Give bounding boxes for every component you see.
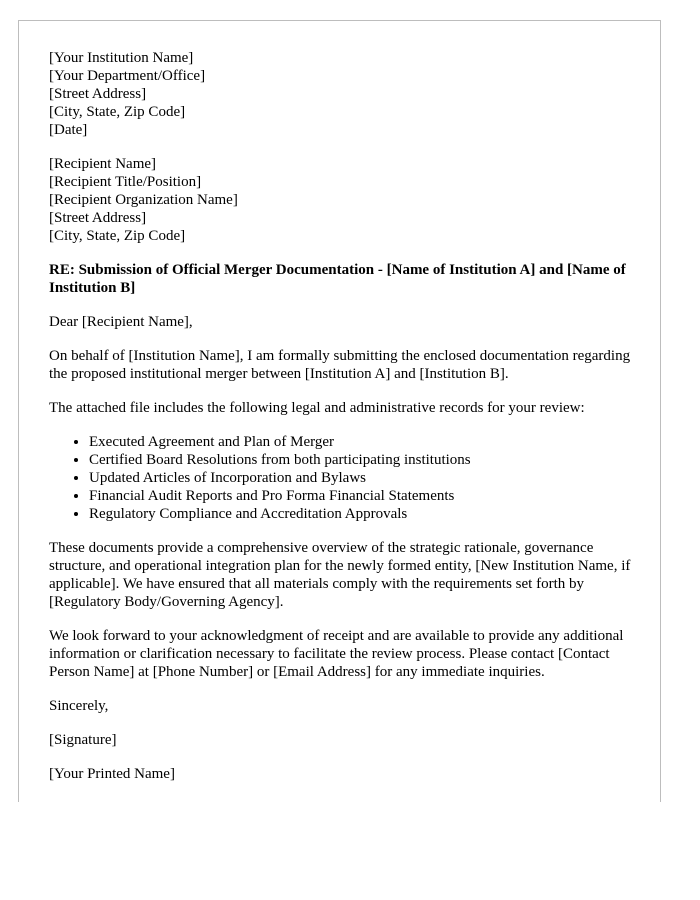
records-list xyxy=(49,433,634,523)
attached-paragraph: The attached file includes the following legal and administrative records for your review: xyxy=(49,400,585,416)
recipient-organization: [Recipient Organization Name] xyxy=(49,192,238,208)
complimentary-close: Sincerely, xyxy=(49,698,109,714)
printed-name: [Your Printed Name] xyxy=(49,766,175,782)
overview-paragraph: These documents provide a comprehensive overview of the strategic rationale, governance structure, and operational integration plan for the newly formed entity, [New Institution Name, if applicable]. We have ensured that all materials comply with the requirements set forth by [Regulatory Body/Governing Agency]. xyxy=(49,540,631,610)
recipient-address xyxy=(49,155,634,245)
signature: [Signature] xyxy=(49,732,117,748)
subject-line: RE: Submission of Official Merger Documentation - [Name of Institution A] and [Name of Institution B] xyxy=(49,262,626,296)
sender-street: [Street Address] xyxy=(49,86,147,102)
intro-paragraph: On behalf of [Institution Name], I am formally submitting the enclosed documentation regarding the proposed institutional merger between [Institution A] and [Institution B]. xyxy=(49,348,631,382)
sender-address xyxy=(49,49,634,139)
list-item: • Certified Board Resolutions from both participating institutions xyxy=(89,451,634,469)
list-item: • Financial Audit Reports and Pro Forma Financial Statements xyxy=(89,487,634,505)
list-item: • Regulatory Compliance and Accreditation Approvals xyxy=(89,505,634,523)
sender-city: [City, State, Zip Code] xyxy=(49,104,186,120)
letter-page xyxy=(18,20,661,802)
sender-department: [Your Department/Office] xyxy=(49,68,206,84)
letter-date: [Date] xyxy=(49,122,88,138)
sender-institution: [Your Institution Name] xyxy=(49,50,194,66)
list-item: • Executed Agreement and Plan of Merger xyxy=(89,433,634,451)
letter-content xyxy=(49,49,634,783)
list-item: • Updated Articles of Incorporation and Bylaws xyxy=(89,469,634,487)
closing-paragraph: We look forward to your acknowledgment of receipt and are available to provide any additional information or clarification necessary to facilitate the review process. Please contact [Contact Person Name] at [Phone Number] or [Email Address] for any immediate inquiries. xyxy=(49,628,624,680)
salutation: Dear [Recipient Name], xyxy=(49,314,193,330)
recipient-name: [Recipient Name] xyxy=(49,156,157,172)
recipient-city: [City, State, Zip Code] xyxy=(49,228,186,244)
recipient-street: [Street Address] xyxy=(49,210,147,226)
recipient-title: [Recipient Title/Position] xyxy=(49,174,202,190)
